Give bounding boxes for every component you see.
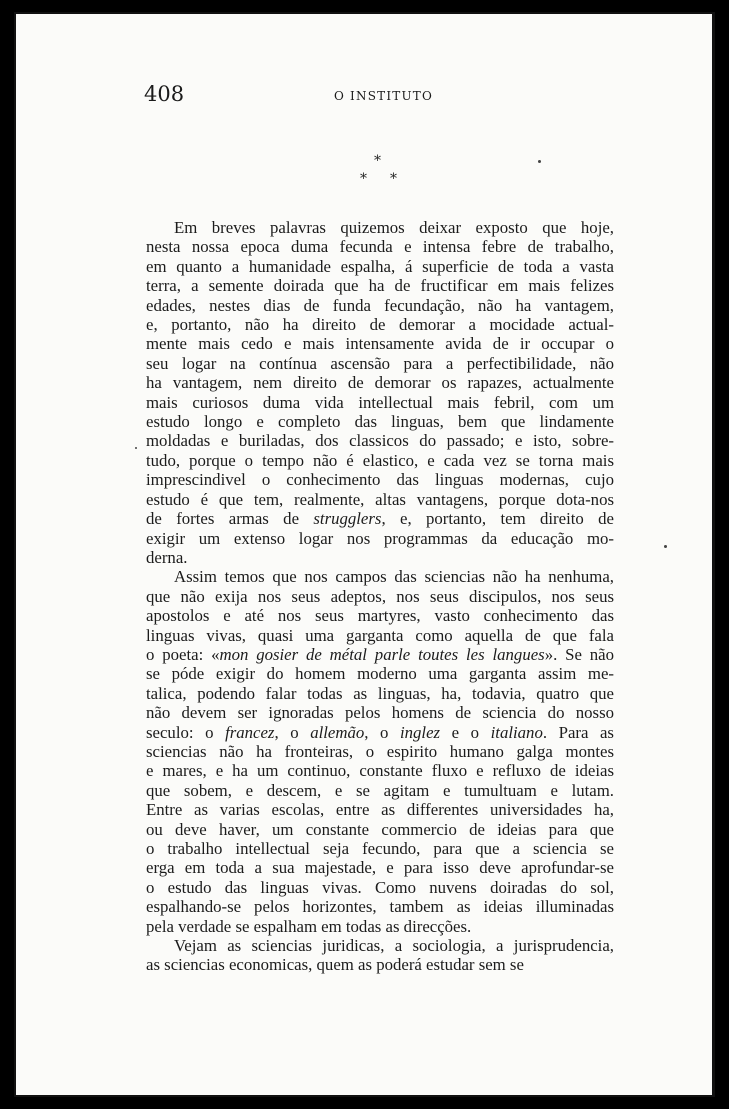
page-number: 408 [144, 82, 185, 106]
text-line: o estudo das linguas vivas. Como nuvens doiradas do sol, [146, 877, 614, 897]
paragraph [146, 936, 614, 975]
text-line: estudo longo e completo das linguas, bem que lindamente [146, 412, 614, 432]
text-line: de fortes armas de strugglers, e, portanto, tem direito de [146, 509, 614, 529]
paragraph [146, 567, 614, 936]
body-text [146, 218, 614, 975]
text-line: derna. [146, 547, 188, 567]
text-line: Entre as varias escolas, entre as differentes universidades ha, [146, 800, 614, 820]
text-line: que sobem, e descem, e se agitam e tumultuam e lutam. [146, 780, 614, 800]
text-line: e mares, e ha um continuo, constante fluxo e refluxo de ideias [146, 761, 614, 781]
text-line: mais curiosos duma vida intellectual mais febril, com um [146, 392, 614, 412]
print-speck [135, 447, 137, 449]
text-line: sciencias não ha fronteiras, o espirito humano galga montes [146, 741, 614, 761]
text-line: se póde exigir do homem moderno uma garganta assim me- [146, 664, 614, 684]
section-separator-asterism [346, 153, 416, 195]
text-line: Vejam as sciencias juridicas, a sociologia, a jurisprudencia, [174, 936, 614, 956]
running-title: O INSTITUTO [334, 89, 434, 103]
print-speck [538, 160, 541, 163]
text-line: ha vantagem, nem direito de demorar os rapazes, actualmente [146, 373, 614, 393]
text-line: o trabalho intellectual seja fecundo, para que a sciencia se [146, 839, 614, 858]
text-line: nesta nossa epoca duma fecunda e intensa febre de trabalho, [146, 237, 614, 257]
text-line: linguas vivas, quasi uma garganta como aquella de que fala [146, 625, 614, 645]
text-line: talica, podendo falar todas as linguas, ha, todavia, quatro que [146, 683, 614, 703]
text-line: tudo, porque o tempo não é elastico, e cada vez se torna mais [146, 450, 614, 470]
text-line: imprescindivel o conhecimento das linguas modernas, cujo [146, 470, 614, 490]
text-line: espalhando-se pelos horizontes, tambem as ideias illuminadas [146, 897, 614, 917]
text-line: mente mais cedo e mais intensamente avida de ir occupar o [146, 334, 614, 354]
text-line: as sciencias economicas, quem as poderá estudar sem se [146, 955, 524, 975]
text-line: estudo é que tem, realmente, altas vantagens, porque dota-nos [146, 489, 614, 509]
asterisk-top: * [374, 153, 381, 169]
print-speck [664, 545, 667, 548]
text-line: apostolos e até nos seus martyres, vasto conhecimento das [146, 606, 614, 626]
text-line: seu logar na contínua ascensão para a perfectibilidade, não [146, 353, 614, 373]
text-line: o poeta: «mon gosier de métal parle toutes les langues». Se não [146, 644, 614, 664]
text-line: seculo: o francez, o allemão, o inglez e o italiano. Para as [146, 722, 614, 742]
paragraph [146, 218, 614, 567]
text-line: e, portanto, não ha direito de demorar a mocidade actual- [146, 315, 614, 335]
text-line: edades, nestes dias de funda fecundação, não ha vantagem, [146, 295, 614, 315]
text-line: Assim temos que nos campos das sciencias não ha nenhuma, [174, 567, 614, 587]
text-line: em quanto a humanidade espalha, á superficie de toda a vasta [146, 256, 614, 276]
text-line: Em breves palavras quizemos deixar exposto que hoje, [174, 218, 614, 237]
text-line: que não exija nos seus adeptos, nos seus discipulos, nos seus [146, 586, 614, 606]
text-line: erga em toda a sua majestade, e para isso deve aprofundar-se [146, 858, 614, 878]
text-line: exigir um extenso logar nos programmas da educação mo- [146, 528, 614, 548]
text-line: não devem ser ignoradas pelos homens de sciencia do nosso [146, 703, 614, 723]
text-line: ou deve haver, um constante commercio de ideias para que [146, 819, 614, 839]
asterisk-left: * [360, 171, 367, 187]
page-header [144, 82, 474, 112]
asterisk-right: * [390, 171, 397, 187]
text-line: terra, a semente doirada que ha de fructificar em mais felizes [146, 276, 614, 296]
text-line: pela verdade se espalham em todas as direcções. [146, 916, 472, 936]
text-line: moldadas e buriladas, dos classicos do passado; e isto, sobre- [146, 431, 614, 451]
